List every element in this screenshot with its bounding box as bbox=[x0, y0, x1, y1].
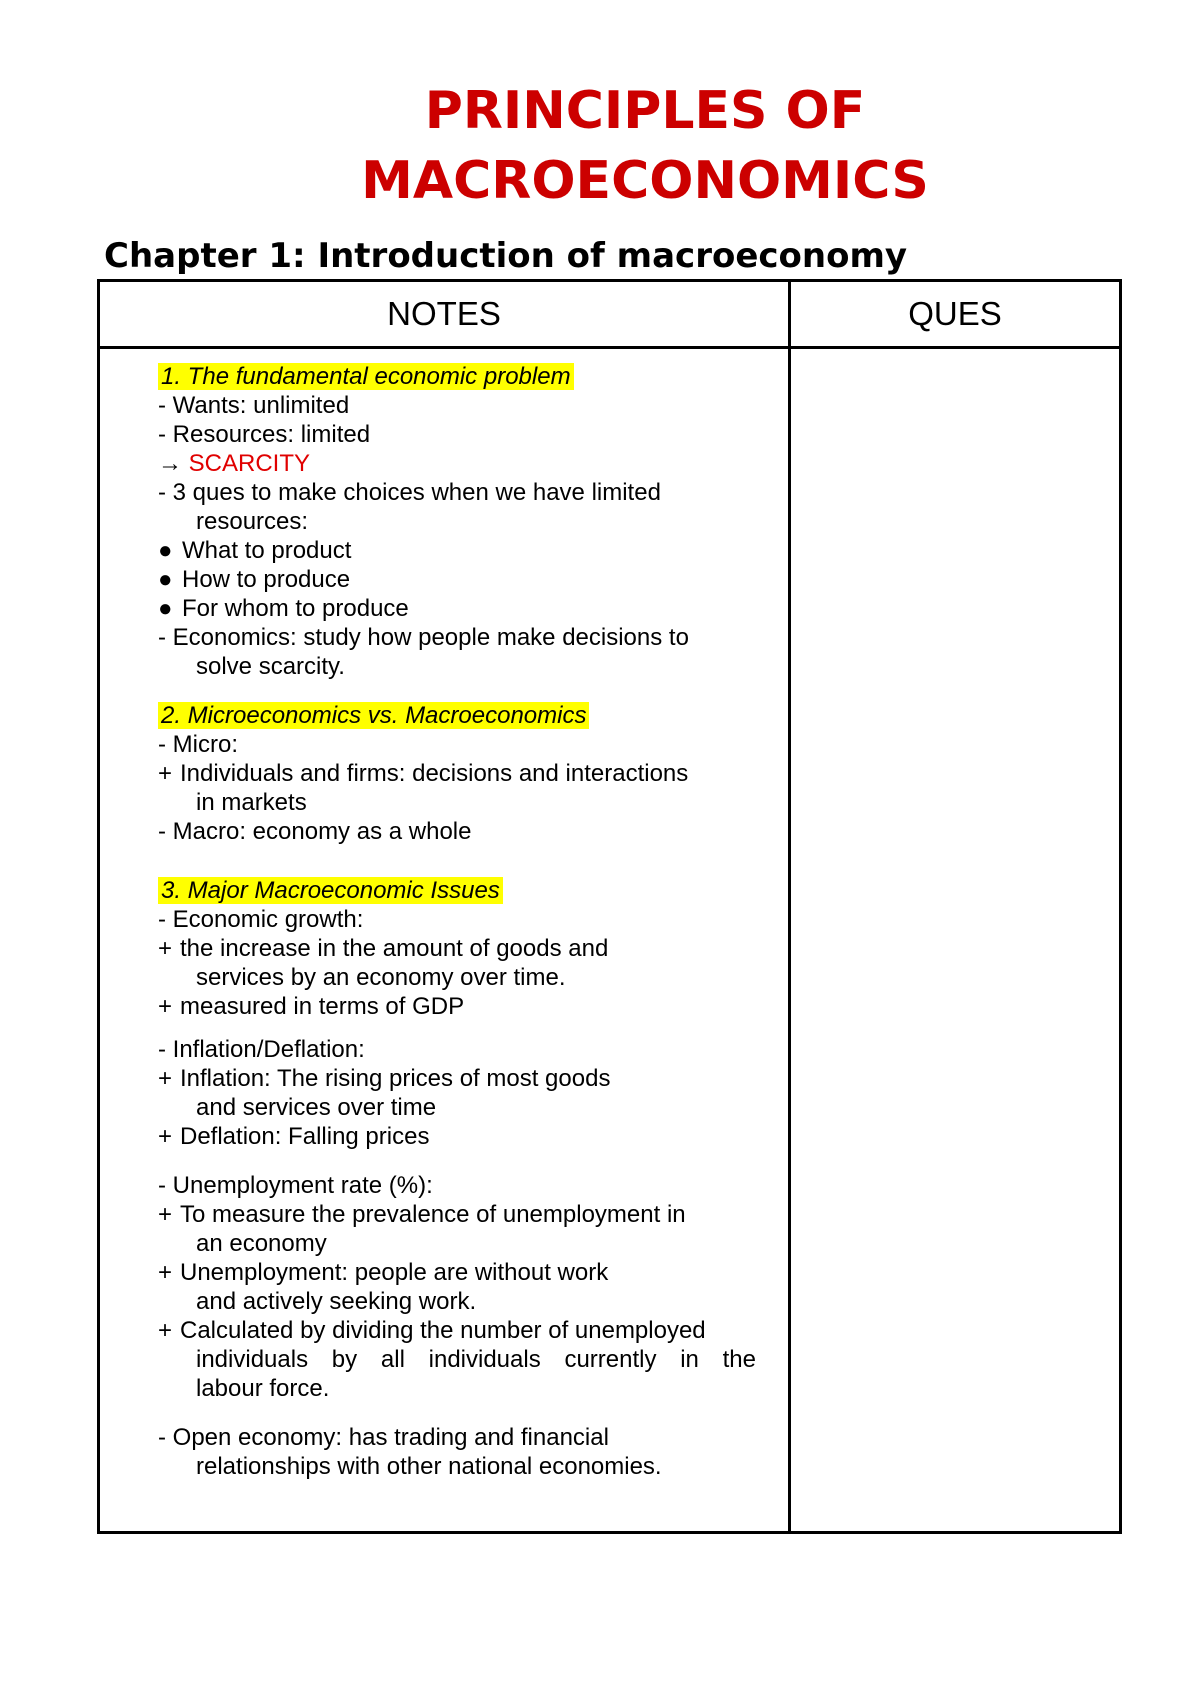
note-line: - Micro: bbox=[158, 731, 238, 758]
note-line: - Inflation/Deflation: bbox=[158, 1036, 365, 1063]
note-line: - 3 ques to make choices when we have limited bbox=[158, 479, 661, 506]
notes-body bbox=[158, 362, 768, 1481]
header-divider bbox=[100, 346, 1119, 349]
bullet-icon: ● bbox=[158, 537, 173, 564]
plus-item: + Individuals and firms: decisions and interactions bbox=[158, 760, 689, 787]
plus-icon: + bbox=[158, 1065, 173, 1092]
title-line-1: PRINCIPLES OF bbox=[424, 81, 866, 141]
bullet-item: ● What to product bbox=[158, 537, 352, 564]
note-line: solve scarcity. bbox=[196, 653, 345, 680]
notes-column-header: NOTES bbox=[387, 295, 501, 332]
note-line: resources: bbox=[196, 508, 309, 535]
column-divider bbox=[788, 282, 791, 1531]
plus-icon: + bbox=[158, 1123, 173, 1150]
plus-icon: + bbox=[158, 1201, 173, 1228]
note-line: services by an economy over time. bbox=[196, 964, 566, 991]
plus-item: + Calculated by dividing the number of unemployed bbox=[158, 1317, 706, 1344]
plus-icon: + bbox=[158, 1259, 173, 1286]
note-line bbox=[158, 449, 768, 478]
note-line: - Economics: study how people make decisions to bbox=[158, 624, 689, 651]
plus-icon: + bbox=[158, 935, 173, 962]
plus-item: + Unemployment: people are without work bbox=[158, 1259, 609, 1286]
note-line: - Economic growth: bbox=[158, 906, 364, 933]
plus-item: + the increase in the amount of goods and bbox=[158, 935, 609, 962]
plus-item: + Inflation: The rising prices of most goods bbox=[158, 1065, 611, 1092]
plus-item: + To measure the prevalence of unemployment in bbox=[158, 1201, 686, 1228]
plus-icon: + bbox=[158, 1317, 173, 1344]
chapter-heading: Chapter 1: Introduction of macroeconomy bbox=[104, 236, 908, 276]
notes-table bbox=[97, 279, 1122, 1534]
plus-item: + measured in terms of GDP bbox=[158, 993, 465, 1020]
bullet-item: ● How to produce bbox=[158, 566, 351, 593]
note-line: and actively seeking work. bbox=[196, 1288, 477, 1315]
bullet-icon: ● bbox=[158, 566, 173, 593]
section-heading-1: 1. The fundamental economic problem bbox=[158, 362, 768, 391]
note-line: - Wants: unlimited bbox=[158, 392, 350, 419]
title-line-2: MACROECONOMICS bbox=[361, 151, 929, 211]
bullet-icon: ● bbox=[158, 595, 173, 622]
scarcity-text: SCARCITY bbox=[188, 450, 311, 477]
note-line: in markets bbox=[196, 789, 307, 816]
note-line: - Macro: economy as a whole bbox=[158, 818, 472, 845]
note-line: an economy bbox=[196, 1230, 327, 1257]
note-line: individuals by all individuals currently in the bbox=[196, 1346, 756, 1373]
note-line: - Unemployment rate (%): bbox=[158, 1172, 433, 1199]
bullet-item: ● For whom to produce bbox=[158, 595, 409, 622]
section-heading-2: 2. Microeconomics vs. Macroeconomics bbox=[158, 701, 768, 730]
arrow-icon: → bbox=[158, 450, 182, 477]
note-line: - Resources: limited bbox=[158, 421, 371, 448]
plus-item: + Deflation: Falling prices bbox=[158, 1123, 430, 1150]
note-line: labour force. bbox=[196, 1375, 330, 1402]
plus-icon: + bbox=[158, 993, 173, 1020]
note-line: relationships with other national economies. bbox=[196, 1453, 662, 1480]
ques-column-header: QUES bbox=[908, 295, 1002, 332]
plus-icon: + bbox=[158, 760, 173, 787]
note-line: - Open economy: has trading and financial bbox=[158, 1424, 609, 1451]
note-line: and services over time bbox=[196, 1094, 437, 1121]
section-heading-3: 3. Major Macroeconomic Issues bbox=[158, 876, 768, 905]
